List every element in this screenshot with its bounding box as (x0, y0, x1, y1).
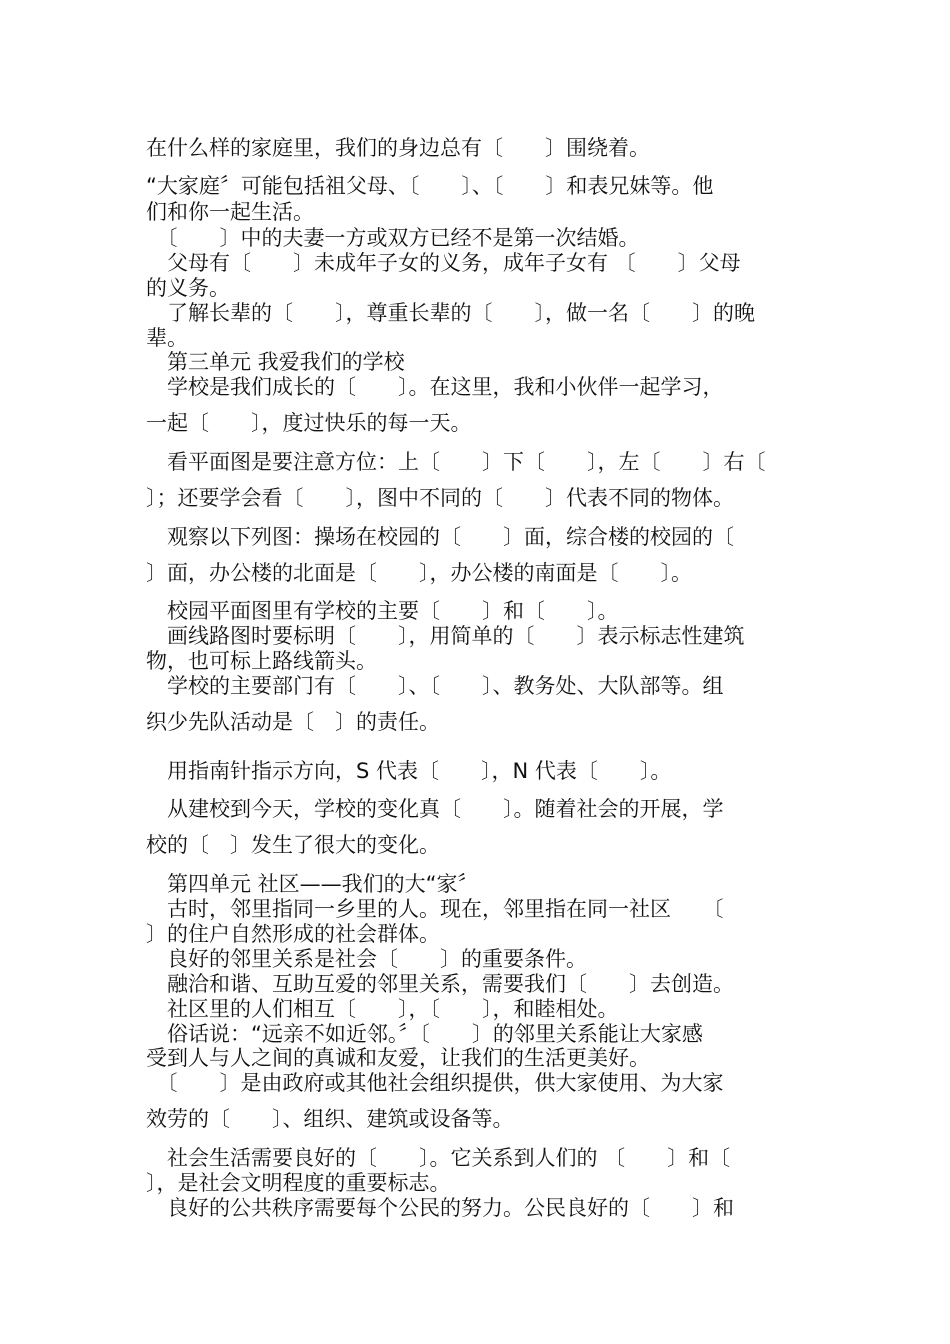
text-line: 〕；还要学会看〔 〕，图中不同的〔 〕代表不同的物体。 (146, 486, 734, 510)
text-line: “大家庭〞可能包括祖父母、〔 〕、〔 〕和表兄妹等。他 (146, 174, 714, 198)
text-line: 受到人与人之间的真诚和友爱，让我们的生活更美好。 (146, 1046, 650, 1070)
text-line: 校园平面图里有学校的主要〔 〕和〔 〕。 (146, 599, 619, 623)
text-line: 物，也可标上路线箭头。 (146, 649, 377, 673)
text-line: 的义务。 (146, 276, 230, 300)
text-line: 〕面，办公楼的北面是〔 〕，办公楼的南面是〔 〕。 (146, 561, 692, 585)
text-line: 社区里的人们相互〔 〕，〔 〕，和睦相处。 (146, 997, 619, 1021)
text-line: 学校是我们成长的〔 〕。在这里，我和小伙伴一起学习， (146, 375, 724, 399)
text-line: 在什么样的家庭里，我们的身边总有〔 〕围绕着。 (146, 136, 650, 160)
text-line: 〕，是社会文明程度的重要标志。 (146, 1171, 451, 1195)
section-heading: 第三单元 我爱我们的学校 (146, 350, 405, 374)
text-line: 学校的主要部门有〔 〕、〔 〕、教务处、大队部等。组 (146, 674, 724, 698)
text-line: 〕的住户自然形成的社会群体。 (146, 922, 440, 946)
text-line: 良好的公共秩序需要每个公民的努力。公民良好的〔 〕和 (146, 1196, 734, 1220)
text-line: 织少先队活动是〔 〕的责任。 (146, 710, 440, 734)
text-line: 俗话说：“远亲不如近邻。〞〔 〕的邻里关系能让大家感 (146, 1022, 703, 1046)
text-line: 校的〔 〕发生了很大的变化。 (146, 833, 440, 857)
text-line: 辈。 (146, 326, 188, 350)
text-line: 从建校到今天，学校的变化真〔 〕。随着社会的开展，学 (146, 797, 724, 821)
text-line: 看平面图是要注意方位：上〔 〕下〔 〕，左〔 〕右〔 (146, 450, 766, 474)
text-line: 画线路图时要标明〔 〕，用简单的〔 〕表示标志性建筑 (146, 624, 745, 648)
text-line: 良好的邻里关系是社会〔 〕的重要条件。 (146, 947, 587, 971)
text-line: 观察以下列图：操场在校园的〔 〕面，综合楼的校园的〔 (146, 525, 734, 549)
text-line: 古时，邻里指同一乡里的人。现在，邻里指在同一社区 〔 (146, 897, 724, 921)
section-heading: 第四单元 社区——我们的大“家〞 (146, 872, 479, 896)
text-line: 一起〔 〕，度过快乐的每一天。 (146, 411, 472, 435)
text-line: 用指南针指示方向，S 代表〔 〕，N 代表〔 〕。 (146, 759, 672, 783)
text-line: 了解长辈的〔 〕，尊重长辈的〔 〕，做一名〔 〕的晚 (146, 301, 755, 325)
text-line: 效劳的〔 〕、组织、建筑或设备等。 (146, 1107, 514, 1131)
text-line: 融洽和谐、互助互爱的邻里关系，需要我们〔 〕去创造。 (146, 972, 734, 996)
text-line: 〔 〕是由政府或其他社会组织提供，供大家使用、为大家 (146, 1071, 724, 1095)
text-line: 社会生活需要良好的〔 〕。它关系到人们的 〔 〕和〔 (146, 1146, 731, 1170)
text-line: 〔 〕中的夫妻一方或双方已经不是第一次结婚。 (146, 226, 640, 250)
text-line: 们和你一起生活。 (146, 200, 314, 224)
text-line: 父母有〔 〕未成年子女的义务，成年子女有 〔 〕父母 (146, 251, 741, 275)
